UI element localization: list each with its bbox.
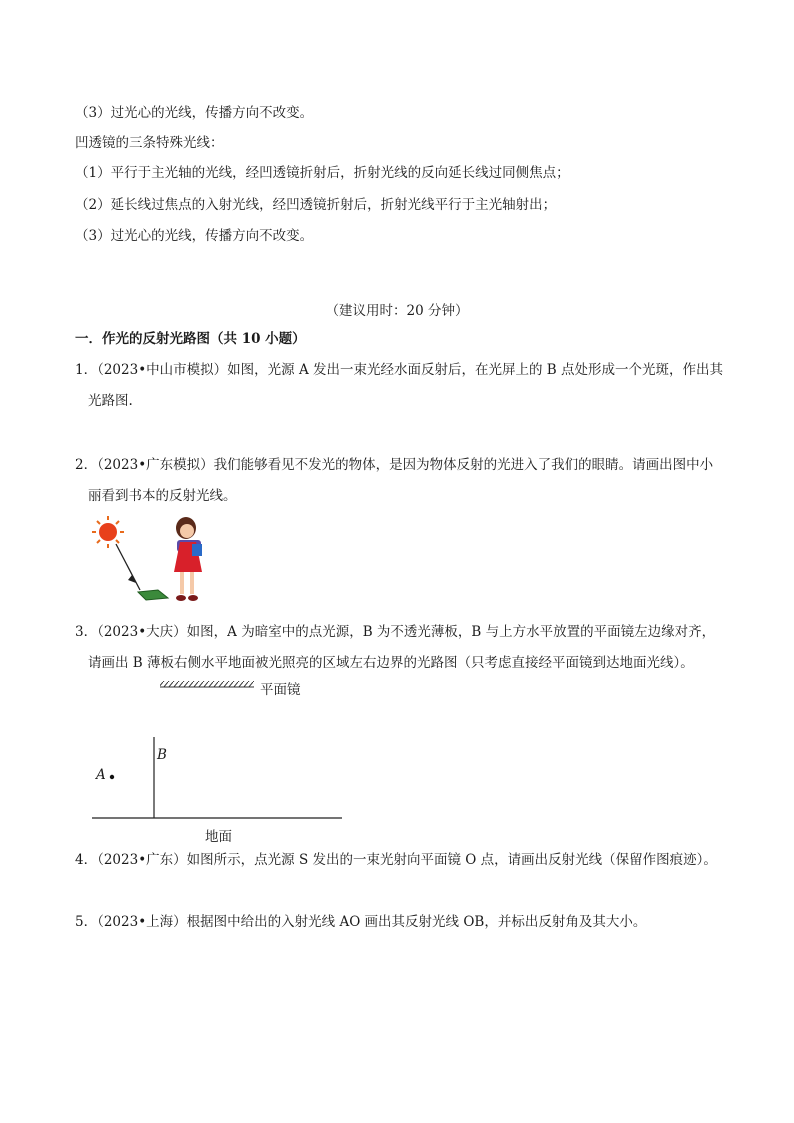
time-hint: （建议用时：20 分钟） [325, 303, 469, 319]
convex-rule-3: （3）过光心的光线，传播方向不改变。 [75, 105, 314, 121]
mirror-label: 平面镜 [260, 682, 301, 698]
point-a-label: A [96, 767, 106, 783]
sun-icon [92, 516, 124, 548]
question-3-line-1: 3．（2023•大庆）如图，A 为暗室中的点光源，B 为不透光薄板，B 与上方水平放置的平面镜左边缘对齐， [75, 624, 716, 640]
question-1-line-2: 光路图. [88, 393, 133, 409]
question-1-line-1: 1．（2023•中山市模拟）如图，光源 A 发出一束光经水面反射后，在光屏上的 B 点处形成一个光斑，作出其 [75, 362, 723, 378]
ground-label: 地面 [205, 829, 232, 845]
figure-3-mirror-diagram [88, 676, 358, 826]
plane-mirror [160, 681, 254, 687]
board-b-label: B [157, 747, 167, 763]
point-source-a [110, 775, 114, 779]
concave-rule-3: （3）过光心的光线，传播方向不改变。 [75, 228, 314, 244]
concave-rule-2: （2）延长线过焦点的入射光线，经凹透镜折射后，折射光线平行于主光轴射出； [75, 197, 557, 213]
girl-icon [174, 517, 202, 601]
concave-title: 凹透镜的三条特殊光线： [75, 135, 224, 151]
question-2-line-1: 2．（2023•广东模拟）我们能够看见不发光的物体，是因为物体反射的光进入了我们的眼睛。请画出图中小 [75, 457, 714, 473]
question-3-line-2: 请画出 B 薄板右侧水平地面被光照亮的区域左右边界的光路图（只考虑直接经平面镜到达地面光线）。 [88, 655, 694, 671]
incident-ray [116, 544, 140, 590]
concave-rule-1: （1）平行于主光轴的光线，经凹透镜折射后，折射光线的反向延长线过同侧焦点； [75, 165, 570, 181]
book-icon [138, 590, 168, 600]
figure-2-sun-girl [88, 512, 228, 612]
question-4-line-1: 4．（2023•广东）如图所示，点光源 S 发出的一束光射向平面镜 O 点，请画出反射光线（保留作图痕迹）。 [75, 852, 717, 868]
section-title: 一．作光的反射光路图（共 10 小题） [75, 331, 306, 347]
question-5-line-1: 5．（2023•上海）根据图中给出的入射光线 AO 画出其反射光线 OB，并标出反射角及其大小。 [75, 914, 647, 930]
question-2-line-2: 丽看到书本的反射光线。 [88, 488, 237, 504]
